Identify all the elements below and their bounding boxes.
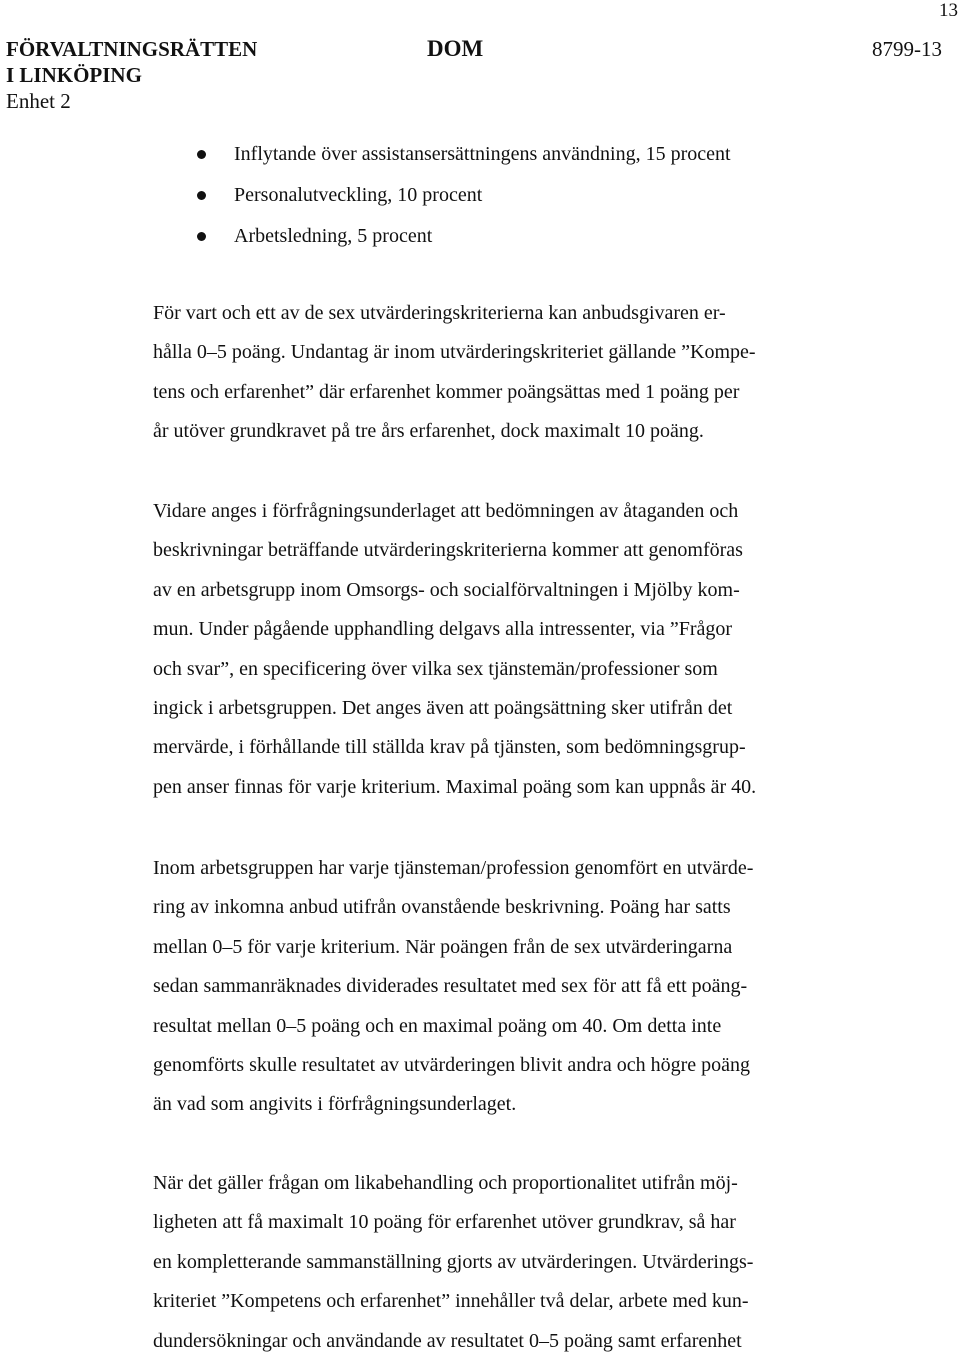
text-line: ring av inkomna anbud utifrån ovanstående beskrivning. Poäng har satts <box>153 896 731 919</box>
court-unit: Enhet 2 <box>6 89 71 113</box>
document-type: DOM <box>427 36 484 61</box>
text-line: hålla 0–5 poäng. Undantag är inom utvärderingskriteriet gällande ”Kompe- <box>153 341 756 364</box>
text-line: mellan 0–5 för varje kriterium. När poängen från de sex utvärderingarna <box>153 935 733 958</box>
text-line: en kompletterande sammanställning gjorts av utvärderingen. Utvärderings- <box>153 1250 754 1273</box>
bullet-icon <box>197 150 206 159</box>
case-number: 8799-13 <box>872 37 942 61</box>
paragraph-equal-treatment <box>153 1164 853 1361</box>
text-line: mervärde, i förhållande till ställda krav på tjänsten, som bedömningsgrup- <box>153 736 746 759</box>
text-line: kriteriet ”Kompetens och erfarenhet” innehåller två delar, arbete med kun- <box>153 1290 749 1313</box>
court-name-line-2: I LINKÖPING <box>6 63 142 87</box>
text-line: pen anser finnas för varje kriterium. Maximal poäng som kan uppnås är 40. <box>153 775 757 798</box>
paragraph-scoring <box>153 294 853 452</box>
text-line: än vad som angivits i förfrågningsunderlaget. <box>153 1093 517 1116</box>
bullet-icon <box>197 191 206 200</box>
text-line: ingick i arbetsgruppen. Det anges även att poängsättning sker utifrån det <box>153 697 733 720</box>
text-line: När det gäller frågan om likabehandling och proportionalitet utifrån möj- <box>153 1172 738 1194</box>
text-line: av en arbetsgrupp inom Omsorgs- och socialförvaltningen i Mjölby kom- <box>153 578 740 601</box>
text-line: sedan sammanräknades dividerades resultatet med sex för att få ett poäng- <box>153 975 748 998</box>
text-line: Inom arbetsgruppen har varje tjänsteman/profession genomfört en utvärde- <box>153 857 754 879</box>
bullet-icon <box>197 232 206 241</box>
bullet-item <box>194 138 731 179</box>
court-name-line-1: FÖRVALTNINGSRÄTTEN <box>6 37 258 61</box>
text-line: resultat mellan 0–5 poäng och en maximal poäng om 40. Om detta inte <box>153 1014 722 1037</box>
text-line: år utöver grundkravet på tre års erfarenhet, dock maximalt 10 poäng. <box>153 420 704 443</box>
text-line: dundersökningar och användande av resultatet 0–5 poäng samt erfarenhet <box>153 1329 742 1352</box>
paragraph-assessment <box>153 492 853 807</box>
text-line: genomförts skulle resultatet av utvärderingen blivit andra och högre poäng <box>153 1054 751 1077</box>
bullet-item <box>194 179 731 220</box>
criteria-bullet-list <box>194 138 731 261</box>
text-line: mun. Under pågående upphandling delgavs alla intressenter, via ”Frågor <box>153 618 733 641</box>
text-line: tens och erfarenhet” där erfarenhet kommer poängsättas med 1 poäng per <box>153 380 740 403</box>
text-line: beskrivningar beträffande utvärderingskriterierna kommer att genomföras <box>153 539 743 562</box>
bullet-text: Inflytande över assistansersättningens användning, 15 procent <box>234 143 731 165</box>
text-line: ligheten att få maximalt 10 poäng för erfarenhet utöver grundkrav, så har <box>153 1211 736 1234</box>
text-line: För vart och ett av de sex utvärderingskriterierna kan anbudsgivaren er- <box>153 302 726 324</box>
bullet-item <box>194 220 731 261</box>
bullet-text: Arbetsledning, 5 procent <box>234 225 433 247</box>
paragraph-working-group <box>153 849 853 1125</box>
text-line: Vidare anges i förfrågningsunderlaget att bedömningen av åtaganden och <box>153 500 739 522</box>
court-name <box>6 36 257 114</box>
text-line: och svar”, en specificering över vilka sex tjänstemän/professioner som <box>153 657 718 680</box>
page-number: 13 <box>939 0 958 21</box>
bullet-text: Personalutveckling, 10 procent <box>234 184 483 206</box>
